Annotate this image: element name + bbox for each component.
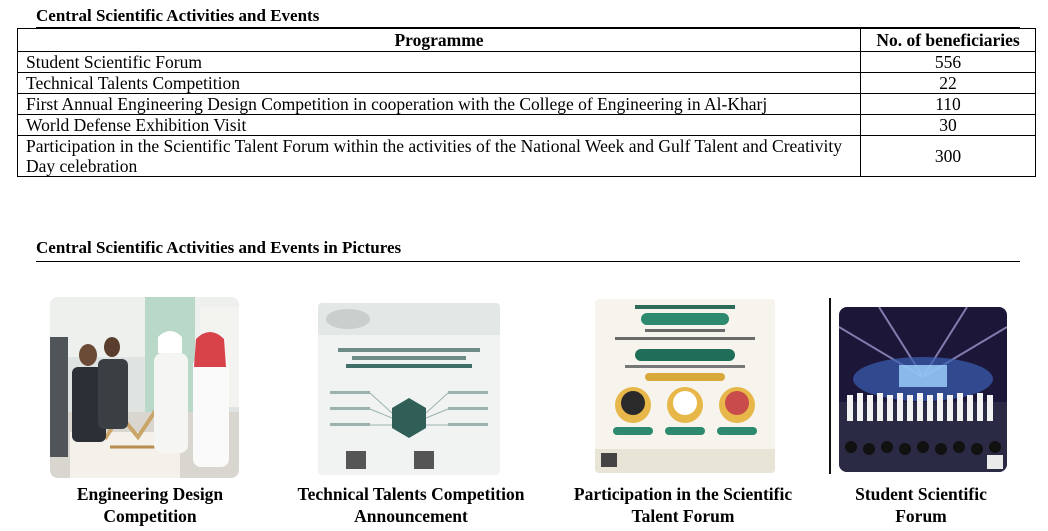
technical-talents-poster [318,303,500,475]
programme-cell: World Defense Exhibition Visit [18,115,861,136]
beneficiaries-cell: 30 [861,115,1036,136]
beneficiaries-cell: 22 [861,73,1036,94]
section-title-activities: Central Scientific Activities and Events [36,6,1020,28]
engineering-design-photo [50,297,239,478]
programme-cell: Participation in the Scientific Talent Forum within the activities of the National Week and Gulf Talent and Creativity Day celebration [18,136,861,177]
caption-student-forum: Student Scientific Forum [855,484,987,526]
section-title-pictures: Central Scientific Activities and Events in Pictures [36,238,1020,262]
beneficiaries-cell: 556 [861,52,1036,73]
programme-cell: Student Scientific Forum [18,52,861,73]
table-row [18,52,1036,73]
table-row [18,115,1036,136]
programme-cell: First Annual Engineering Design Competition in cooperation with the College of Engineering in Al-Kharj [18,94,861,115]
vertical-divider [829,298,831,474]
talent-forum-poster [595,299,775,473]
student-forum-photo [839,307,1007,472]
beneficiaries-cell: 300 [861,136,1036,177]
caption-technical-talents: Technical Talents Competition Announcement [297,484,525,526]
header-beneficiaries: No. of beneficiaries [861,29,1036,52]
caption-engineering-design: Engineering Design Competition [76,484,224,526]
table-header-row [18,29,1036,52]
programme-cell: Technical Talents Competition [18,73,861,94]
table-row [18,73,1036,94]
beneficiaries-cell: 110 [861,94,1036,115]
caption-talent-forum: Participation in the Scientific Talent Forum [573,484,793,526]
programmes-table [17,28,1036,177]
table-row [18,94,1036,115]
header-programme: Programme [18,29,861,52]
table-row [18,136,1036,177]
